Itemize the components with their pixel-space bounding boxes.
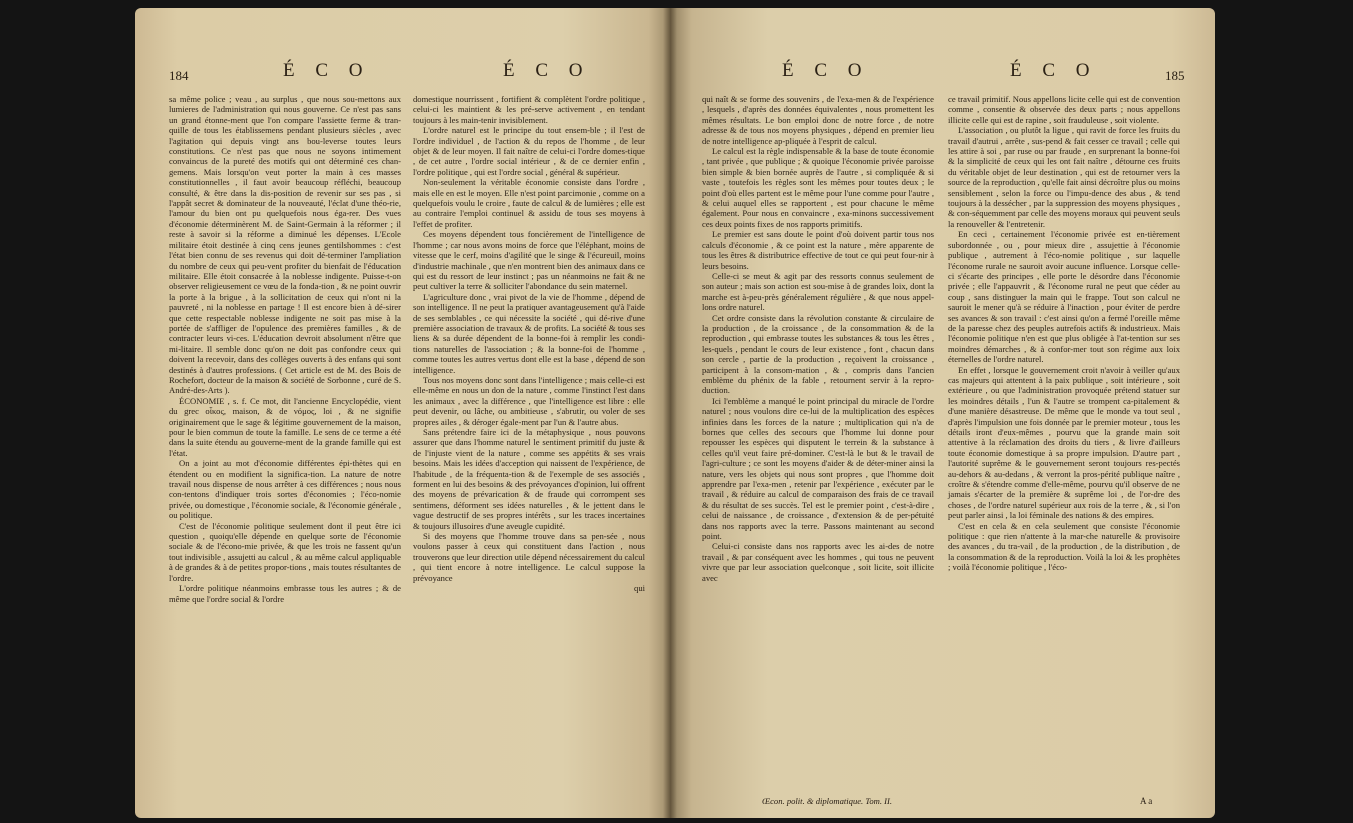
paragraph: L'ordre politique néanmoins embrasse tous les autres ; & de même que l'ordre social & l'ordre — [169, 583, 401, 604]
paragraph: sa même police ; veau , au surplus , que nous sou-mettons aux lumieres de l'administration qui nous gouverne. Ce n'est pas sans un grand étonne-ment que l'on compare l'assiette ferme & tran-quille de tous les établissemens pendant plusieurs siècles , avec l'agitation qui depuis vingt ans bou-leverse toutes leurs constitutions. Ce n'est pas que nous ne soyons intimement convaincus de la pureté des motifs qui ont déterminé ces chan-gemens. Mais lorsqu'on veut porter la main à ces masses constitutionnelles , il faut avoir beaucoup réfléchi, beaucoup consulté, & être dans la dis-position de revenir sur ses pas , si l'appât secret & dominateur de la nouveauté, l'éclat d'une théo-rie, l'amour du bien ont pu quelquefois nous éga-rer. Des vues d'économie déterminèrent M. de Saint-Germain à la réformer ; il reste à savoir si la réforme a diminué les dépenses. L'Ecole militaire étoit destinée à cinq cens jeunes gentilshommes : c'est l'état bien connu de ses revenus qui doit dé-terminer l'ampliation du nombre de ceux qui peu-vent profiter du bienfait de l'éducation militaire. Elle étoit consacrée à la noblesse indigente. Puisse-t-on observer religieusement ce vœu de la fonda-tion , & ne point ouvrir la porte à la brigue , à la sollicitation de ceux qui n'ont ni la pauvreté , ni la noblesse en partage ! Il est encore bien à dé-sirer que cette respectable noblesse indigente ne soit pas mise à la portée de s'affliger de l'opulence des premières familles , & de contracter leurs vi-ces. L'éducation devroit absolument n'être que mi-litaire. Il semble donc qu'on ne doit pas confondre ceux qui doivent la recevoir, dans des collèges ouverts à des enfans qui sont destinés à d'autres professions. ( Cet article est de M. des Bois de Rochefort, docteur de la maison & société de Sorbonne , curé de S. André-des-Arts ). — [169, 94, 401, 396]
paragraph: Sans prétendre faire ici de la métaphysique , nous pouvons assurer que dans l'homme naturel le sentiment primitif du juste & de l'injuste vient de la nature , comme ses appétits & ses vrais besoins. Mais les idées d'acception qui naissent de l'expérience, de l'habitude , de la fréquenta-tion & de l'exemple de ses associés , forment en lui des besoins & des prévoyances d'opinion, lui offrent des moyens de prévarication & de fraude qui corrompent ses sentimens, déforment ses idées naturelles , & le jettent dans le vague destructif de ses propres intérêts , sur les traces incertaines & toujours illusoires d'une aveugle cupidité. — [413, 427, 645, 531]
paragraph: On a joint au mot d'économie différentes épi-thètes qui en étendent ou en modifient la significa-tion. La nature de notre travail nous dispense de nous arrêter à ces différences ; nous nous con-tentons d'indiquer trois sortes d'économies ; l'éco-nomie privée, ou domestique , l'économie sociale, & l'économie générale , ou politique. — [169, 458, 401, 521]
page-number: 184 — [169, 68, 189, 83]
left-page — [135, 8, 670, 818]
text-column-right — [948, 94, 1180, 573]
paragraph: Ces moyens dépendent tous foncièrement de l'intelligence de l'homme ; car nous avons moins de force que l'éléphant, moins de vitesse que le cerf, moins d'agilité que le singe & l'écureuil, moins d'industrie machinale , que n'en montrent bien des animaux dans ce qui est du ressort de leur instinct ; pas un néanmoins ne fait & ne peut cultiver la terre & solliciter l'abondance du sein maternel. — [413, 229, 645, 292]
paragraph: L'ordre naturel est le principe du tout ensem-ble ; il l'est de l'ordre individuel , de l'action & du repos de l'homme , de leur objet & de leur moyen. Il fait naître de celui-ci l'ordre domes-tique , de cet autre , l'ordre social intérieur , & de ce dernier enfin , l'ordre politique , qui est l'ordre social , général & supérieur. — [413, 125, 645, 177]
running-header: É C O — [503, 60, 591, 81]
paragraph: Ici l'emblème a manqué le point principal du miracle de l'ordre naturel ; nous voulons dire ce-lui de la multiplication des espèces infinies dans les forces de la nature ; multiplication qui n'a de bornes que celles des secours que l'homme lui donne pour repousser les espèces qui disputent le terrein & la substance à celles qu'il veut faire pré-dominer. C'est-là le but & le travail de l'agri-culture ; ce sont les moyens d'aider & de déter-miner ainsi la nature, vers les objets qui nous sont propres , que l'homme doit apprendre par l'exa-men , retenir par l'expérience , exécuter par le travail , & réduire au calcul de comparaison des frais de ce travail & du résultat de ses succès. Tel est le premier point , c'est-à-dire , celui de naissance , de croissance , d'extension & de per-pétuité dans nos rapports avec la terre. Passons maintenant au second point. — [702, 395, 934, 542]
paragraph: C'est de l'économie politique seulement dont il peut être ici question , quoiqu'elle dépende en quelque sorte de l'économie sociale & de l'écono-mie privée, & que les trois ne fassent qu'un tout indivisible , assujetti au calcul , & au même calcul appliquable à de grandes & à de petites propor-tions , mais toutes résultantes de l'ordre. — [169, 520, 401, 583]
paragraph: L'association , ou plutôt la ligue , qui ravit de force les fruits du travail d'autrui , arrête , sus-pend & fait cesser ce travail ; celle qui les attire à soi , par ruse ou par fraude , en surprenant la bonne-foi & la simplicité de ceux qui les ont fait naître , détourne ces fruits du véritable objet de leur destination , qui est de retourner vers la source de la reproduction , qu'elle fait ainsi décroître plus ou moins sensiblement , selon la force ou l'impu-dence des abus , & tend toujours à la dessécher , par la suppression des moyens physiques , & con-séquemment par celle des moyens moraux qui peuvent seuls la renouveller & l'entretenir. — [948, 125, 1180, 229]
paragraph: Le calcul est la règle indispensable & la base de toute économie , tant privée , que publique ; & quoique l'économie privée paroisse bien simple & bien bornée auprès de l'autre , si compliquée & si vaste , toutefois les règles sont les mêmes pour toutes deux ; le point d'où elles partent est le même pour l'une comme pour l'autre , & celui auquel elles se rapportent , est pour chacune le même également. Pour nous en convaincre , exa-minons successivement ces deux points fixes de nos rapports primitifs. — [702, 146, 934, 229]
page-number: 185 — [1165, 68, 1185, 83]
running-header: É C O — [283, 60, 371, 81]
right-page — [670, 8, 1215, 818]
paragraph: qui naît & se forme des souvenirs , de l'exa-men & de l'expérience , lesquels , d'après des données équivalentes , nous promettent les mêmes résultats. Le bon emploi donc de notre force , de notre adresse & de tous nos moyens physiques , dépend en premier lieu de notre intelligence ap-pliquée à l'esprit de calcul. — [702, 94, 934, 146]
paragraph: Celui-ci consiste dans nos rapports avec les ai-des de notre travail , & par conséquent avec les hommes , qui tous ne peuvent vivre que par leur association quelconque , soit licite, soit illicite avec — [702, 541, 934, 583]
paragraph: En effet , lorsque le gouvernement croit n'avoir à veiller qu'aux cas majeurs qui attentent à la paix publique , soit intérieure , soit extérieure , ou que l'administration provoquée prétend statuer sur les moindres détails , l'un & l'autre se trompent ca-pitalement & d'une manière désastreuse. De même que le monde va tout seul , d'après l'impulsion une fois donnée par le premier moteur , tous les détails iront d'eux-mêmes , pourvu que la grande main soit attentive à la réclamation des droits du tiers , & livre d'ailleurs toute économie domestique à sa propre impulsion. D'autre part , l'autorité suprême & le gouvernement seront toujours res-pectés au-dehors & au-dedans , & verront la pros-périté publique naître , croître & s'étendre comme d'elle-même, pourvu qu'il observe de ne jamais s'écarter de la première & suprême loi , de l'or-dre des choses , de l'ordre naturel supérieur aux rois de la terre , & , si l'on peut parler ainsi , la loi féminale des nations & des empires. — [948, 364, 1180, 521]
paragraph: ÉCONOMIE , s. f. Ce mot, dit l'ancienne Encyclopédie, vient du grec οἶκος, maison, & de νόμος, loi , & ne signifie originairement que le sage & légitime gouvernement de la maison, pour le bien commun de toute la famille. Le sens de ce terme a été dans la suite étendu au gouverne-ment de la grande famille qui est l'état. — [169, 395, 401, 458]
signature-mark: A a — [1140, 796, 1153, 806]
running-header: É C O — [1010, 60, 1098, 81]
running-header: É C O — [782, 60, 870, 81]
text-column-left — [702, 94, 934, 583]
book-gutter — [663, 8, 677, 818]
text-column-right — [413, 94, 645, 594]
paragraph: Tous nos moyens donc sont dans l'intelligence ; mais celle-ci est elle-même en nous un don de la nature , comme l'instinct l'est dans les animaux , avec la différence , que l'intelligence est libre : elle peut devenir, ou lâche, ou ambitieuse , s'abrutir, ou voler de ses propres ailes , & déroger égale-ment par l'un & l'autre abus. — [413, 374, 645, 427]
paragraph: L'agriculture donc , vrai pivot de la vie de l'homme , dépend de son intelligence. Il ne peut la pratiquer avantageusement qu'à l'aide de ses semblables , ce qui nécessite la société , qui dé-rive d'une première association de travaux & de profits. La société & tous ses liens & sa durée dépendent de la bonne-foi à remplir les condi-tions naturelles de l'association ; & la bonne-foi de l'homme , comme toutes les autres vertus dont elle est la base , dépend de son intelligence. — [413, 291, 645, 375]
paragraph: Le premier est sans doute le point d'où doivent partir tous nos calculs d'économie , & ce point est la nature , mère apparente de tous les êtres & distributrice effective de tout ce qui peut four-nir à leurs besoins. — [702, 229, 934, 271]
paragraph: domestique nourrissent , fortifient & complètent l'ordre politique , celui-ci les maintient & les pré-serve activement , en tendant toujours à les main-tenir invisiblement. — [413, 94, 645, 125]
paragraph: Celle-ci se meut & agit par des ressorts connus seulement de son auteur ; mais son action est sou-mise à de grandes loix, dont la marche est à-peu-près généralement régulière , & que nous appel-lons ordre naturel. — [702, 270, 934, 313]
paragraph: En ceci , certainement l'économie privée est en-tièrement subordonnée , ou , pour mieux dire , assujettie à l'économie publique , autrement à l'éco-nomie politique , sur laquelle l'économe rurale ne sauroit avoir aucune influence. Lorsque celle-ci s'écarte des principes , elle porte le désordre dans l'économie privée ; elle l'appauvrit , & l'économe rural ne peut que céder au coup , sans distinguer la main qui le frappe. Tout son calcul ne sauroit le mener qu'à se réduire à l'inaction , pour éviter de perdre ses avances & son travail : c'est ainsi qu'on a fermé l'oreille même de la paresse chez des peuples autrefois actifs & industrieux. Mais l'économie politique n'en est que plus obligée à l'at-tention sur ses moindres démarches , & à confor-mer tout son régime aux loix éternelles de l'ordre naturel. — [948, 229, 1180, 365]
catchword: qui — [634, 583, 645, 594]
page-footer: Œcon. polit. & diplomatique. Tom. II. — [762, 796, 893, 806]
paragraph: Non-seulement la véritable économie consiste dans l'ordre , mais elle en est le moyen. Elle n'est point parcimonie , comme on a quelquefois voulu le croire , faute de calcul & de lumières ; elle est au contraire l'emploi continuel & assidu de tous ses moyens à l'effet de profiter. — [413, 177, 645, 229]
text-column-left — [169, 94, 401, 604]
paragraph: Cet ordre consiste dans la révolution constante & circulaire de la production , de la croissance , de la consommation & de la reproduction , qui embrasse toutes les substances & tous les êtres , les-quels , pendant le cours de leur existence , font , chacun dans son cercle , partie de la production , reçoivent la croissance , participent à la consom-mation , & , compris dans l'ancien emblème du phénix de la fable , retournent servir à la repro-duction. — [702, 312, 934, 396]
paragraph: Si des moyens que l'homme trouve dans sa pen-sée , nous voulons passer à ceux qui constituent dans l'action , nous trouverons que leur direction utile dépend nécessairement du calcul , qui tient encore à notre intelligence. Le calcul suppose la prévoyance — [413, 531, 645, 583]
paragraph: ce travail primitif. Nous appellons licite celle qui est de convention comme , consentie & observée des deux parts ; nous appellons illicite celle qui est de rapine , soit frauduleuse , soit violente. — [948, 94, 1180, 125]
paragraph: C'est en cela & en cela seulement que consiste l'économie politique : que rien n'attente à la mar-che naturelle & provisoire des avances , du tra-vail , de la production , de la distribution , de la consommation & de la reproduction. Voilà la loi & les prophètes ; voilà l'économie politique , l'éco- — [948, 520, 1180, 573]
